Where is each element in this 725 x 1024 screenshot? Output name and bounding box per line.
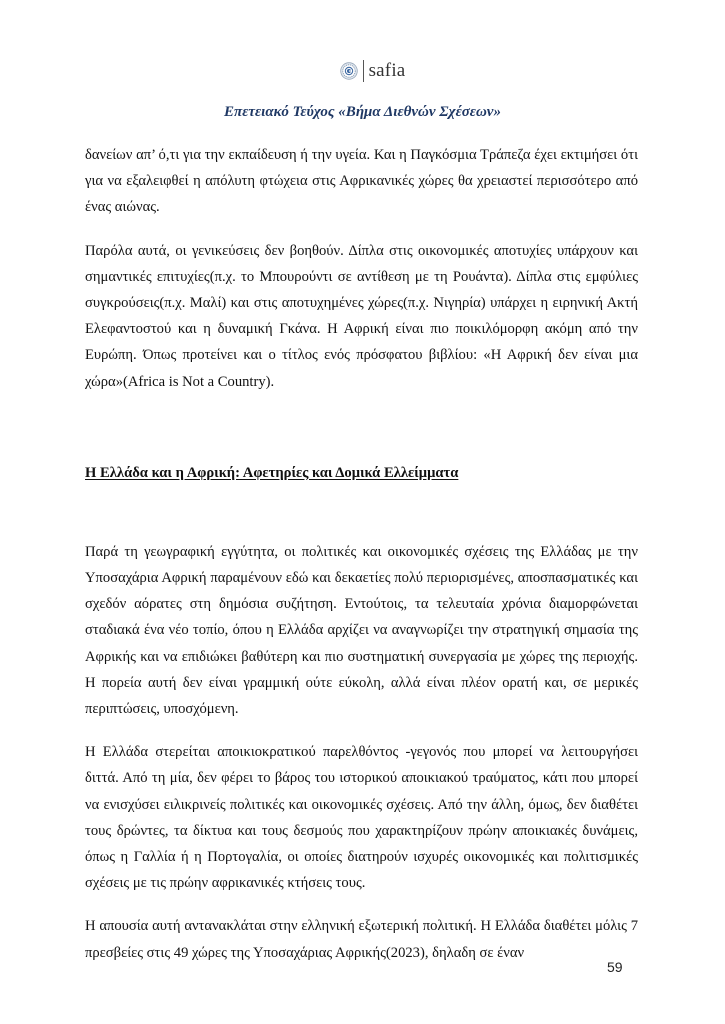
paragraph: Παρά τη γεωγραφική εγγύτητα, οι πολιτικές και οικονομικές σχέσεις της Ελλάδας με την Υποσαχάρια Αφρική παραμένουν εδώ και δεκαετίες πολύ περιορισμένες, αποσπασματικές και σχεδόν αόρατες στη δημόσια συζήτηση. Εντούτοις, τα τελευταία χρόνια διαμορφώνεται σταδιακά ένα νέο τοπίο, όπου η Ελλάδα αρχίζει να αναγνωρίζει την στρατηγική σημασία της Αφρικής και να επιδιώκει βαθύτερη και πιο συστηματική συνεργασία με χώρες της περιοχής. Η πορεία αυτή δεν είναι γραμμική ούτε εύκολη, αλλά είναι πλέον ορατή και, σε μερικές περιπτώσεις, υποσχόμενη. bbox=[85, 543, 638, 718]
page-number: 59 bbox=[607, 959, 623, 975]
logo-group bbox=[340, 60, 406, 82]
paragraph-spacer bbox=[85, 722, 638, 739]
paragraph-spacer bbox=[85, 221, 638, 238]
section-spacer bbox=[85, 395, 638, 463]
publisher-logo bbox=[0, 58, 725, 84]
logo-divider bbox=[363, 60, 364, 82]
paragraph: Η Ελλάδα στερείται αποικιοκρατικού παρελθόντος -γεγονός που μπορεί να λειτουργήσει διττά. Από τη μία, δεν φέρει το βάρος του ιστορικού αποικιακού τραύματος, κάτι που μπορεί να ενισχύσει ειλικρινείς πολιτικές και οικονομικές σχέσεις. Από την άλλη, όμως, δεν διαθέτει τους δρώντες, τα δίκτυα και τους δεσμούς που χαρακτηρίζουν πρώην αποικιακές δυνάμεις, όπως η Γαλλία ή η Πορτογαλία, οι οποίες διατηρούν ισχυρές οικονομικές και πολιτισμικές σχέσεις με τις πρώην αφρικανικές κτήσεις τους. bbox=[85, 744, 638, 892]
emblem-icon bbox=[340, 62, 358, 80]
paragraph: Παρόλα αυτά, οι γενικεύσεις δεν βοηθούν. Δίπλα στις οικονομικές αποτυχίες υπάρχουν και σημαντικές επιτυχίες(π.χ. το Μπουρούντι σε αντίθεση με τη Ρουάντα). Δίπλα στις εμφύλιες συγκρούσεις(π.χ. Μαλί) και στις αποτυχημένες χώρες(π.χ. Νιγηρία) υπάρχει η ειρηνική Ακτή Ελεφαντοστού και η δυναμική Γκάνα. Η Αφρική είναι πιο ποικιλόμορφη ακόμη από την Ευρώπη. Όπως προτείνει και ο τίτλος ενός πρόσφατου βιβλίου: «Η Αφρική δεν είναι μια χώρα»(Africa is Not a Country). bbox=[85, 242, 638, 390]
section-heading: Η Ελλάδα και η Αφρική: Αφετηρίες και Δομικά Ελλείμματα bbox=[85, 464, 459, 481]
paragraph: δανείων απ’ ό,τι για την εκπαίδευση ή την υγεία. Και η Παγκόσμια Τράπεζα έχει εκτιμήσει ότι για να εξαλειφθεί η απόλυτη φτώχεια στις Αφρικανικές χώρες θα χρειαστεί περισσότερο από ένας αιώνας. bbox=[85, 147, 638, 216]
section-spacer bbox=[85, 483, 638, 539]
journal-title: Επετειακό Τεύχος «Βήμα Διεθνών Σχέσεων» bbox=[224, 104, 501, 120]
paragraph: Η απουσία αυτή αντανακλάται στην ελληνική εξωτερική πολιτική. Η Ελλάδα διαθέτει μόλις 7 πρεσβείες στις 49 χώρες της Υποσαχάριας Αφρικής(2023), δηλαδη σε έναν bbox=[85, 918, 638, 961]
document-body bbox=[85, 142, 638, 966]
paragraph-spacer bbox=[85, 896, 638, 913]
logo-text: safia bbox=[368, 59, 406, 81]
